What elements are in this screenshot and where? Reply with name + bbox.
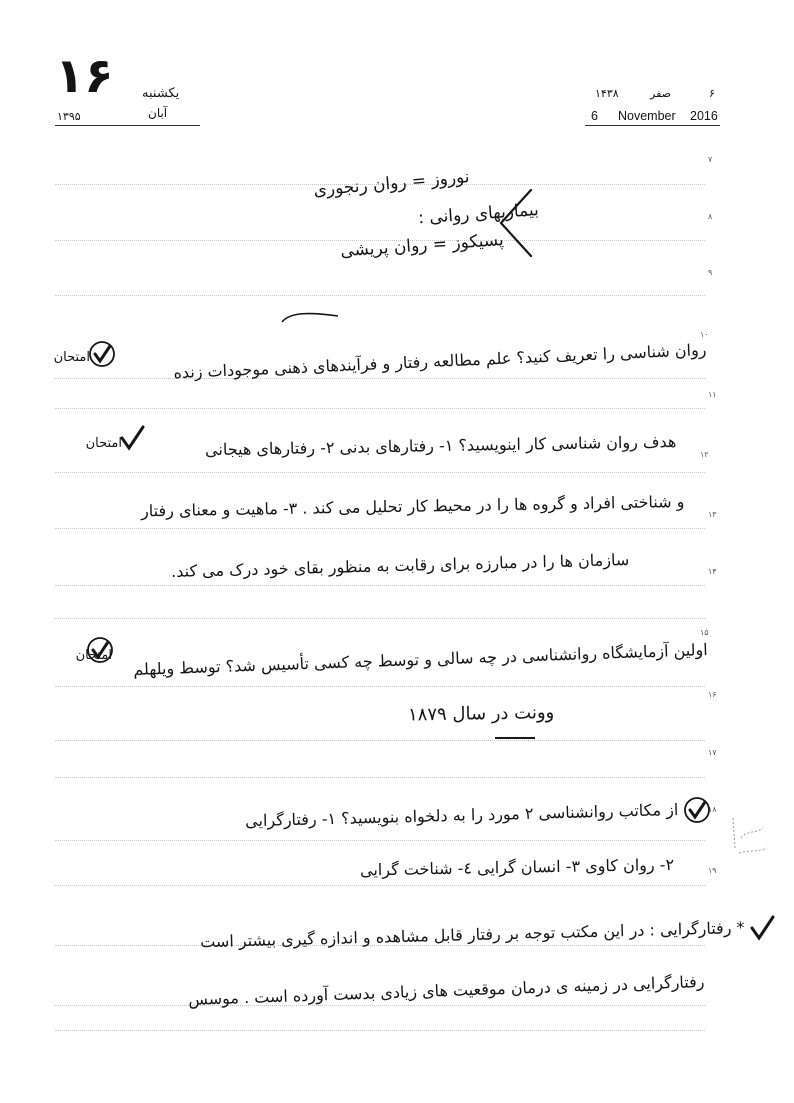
lab-line-1: اولین آزمایشگاه روانشناسی در چه سالی و توسط چه کسی تأسیس شد؟ توسط ویلهلم — [133, 640, 709, 680]
underline-mark — [495, 737, 535, 739]
line-number: ۱۹ — [708, 866, 717, 875]
line-number: ۱۷ — [708, 748, 717, 757]
weekday-label: یکشنبه — [142, 86, 180, 101]
ruled-line — [55, 378, 705, 379]
exam-label: امتحان — [53, 350, 90, 365]
ruled-line — [55, 472, 705, 473]
goal-line-1: هدف روان شناسی کار اینویسید؟ ۱- رفتارهای بدنی ۲- رفتارهای هیجانی — [204, 432, 677, 460]
header-rule-right — [585, 125, 720, 126]
line-number: ۱۲ — [700, 450, 709, 459]
goal-line-2: و شناختی افراد و گروه ها را در محیط کار تحلیل می کند . ۳- ماهیت و معنای رفتار — [140, 492, 685, 521]
checkmark-icon — [118, 424, 140, 448]
hijri-month: صفر — [650, 87, 671, 100]
line-number: ۷ — [708, 155, 713, 164]
ruled-line — [55, 777, 705, 778]
ruled-line — [55, 740, 705, 741]
schools-line-2: ۲- روان کاوی ۳- انسان گرایی ٤- شناخت گرایی — [359, 855, 675, 880]
ruled-line — [55, 585, 705, 586]
checkmark-circle-icon — [683, 796, 711, 824]
behaviorism-line-2: رفتارگرایی در زمینه ی درمان موقعیت های زیادی بدست آورده است . موسس — [187, 972, 705, 1010]
ruled-line — [55, 1005, 705, 1006]
hijri-day: ۶ — [709, 87, 715, 100]
exam-label: امتحان — [75, 648, 112, 663]
ruled-line — [55, 295, 705, 296]
line-number: ۱۵ — [700, 628, 709, 637]
exam-label: امتحان — [85, 436, 122, 451]
checkmark-icon — [748, 914, 772, 940]
margin-scribble — [725, 808, 770, 858]
ruled-line — [55, 618, 705, 619]
lab-line-2: وونت در سال ۱۸۷۹ — [407, 702, 555, 726]
psychosis-note: پسیکوز = روان پریشی — [340, 230, 505, 262]
checkmark-circle-icon — [86, 636, 114, 664]
persian-month-label: آبان — [148, 106, 168, 120]
schools-line-1: از مکاتب روانشناسی ۲ مورد را به دلخواه بنویسید؟ ۱- رفتارگرایی — [244, 800, 679, 831]
gregorian-year: 2016 — [690, 109, 718, 123]
behaviorism-line-1: * رفتارگرایی : در این مکتب توجه بر رفتار قابل مشاهده و اندازه گیری بیشتر است — [199, 918, 745, 952]
line-number: ۸ — [708, 212, 713, 221]
ruled-line — [55, 840, 705, 841]
line-number: ۱۴ — [708, 567, 717, 576]
mental-illness-label: بیماریهای روانی : — [417, 200, 540, 229]
day-number: ۱۶ — [55, 48, 114, 104]
line-number: ۱۳ — [708, 510, 717, 519]
ruled-line — [55, 528, 705, 529]
line-number: ۱۶ — [708, 690, 717, 699]
header-rule-left — [55, 125, 200, 126]
line-number: ۱۰ — [700, 330, 709, 339]
ruled-line — [55, 686, 705, 687]
checkmark-circle-icon — [88, 340, 116, 368]
ruled-line — [55, 408, 705, 409]
overline-mark — [280, 310, 340, 324]
definition-line: روان شناسی را تعریف کنید؟ علم مطالعه رفتار و فرآیندهای ذهنی موجودات زنده — [172, 340, 707, 383]
line-number: ۹ — [708, 268, 713, 277]
goal-line-3: سازمان ها را در مبارزه برای رقابت به منظور بقای خود درک می کند. — [170, 550, 630, 581]
gregorian-day: 6 — [591, 109, 598, 123]
neurosis-note: نوروز = روان رنجوری — [312, 167, 470, 201]
hijri-year: ۱۴۳۸ — [595, 87, 619, 100]
line-number: ۱۸ — [708, 805, 717, 814]
ruled-line — [55, 1030, 705, 1031]
line-number: ۱۱ — [708, 390, 717, 399]
persian-year-label: ۱۳۹۵ — [57, 110, 81, 123]
gregorian-month: November — [618, 109, 676, 123]
ruled-line — [55, 885, 705, 886]
